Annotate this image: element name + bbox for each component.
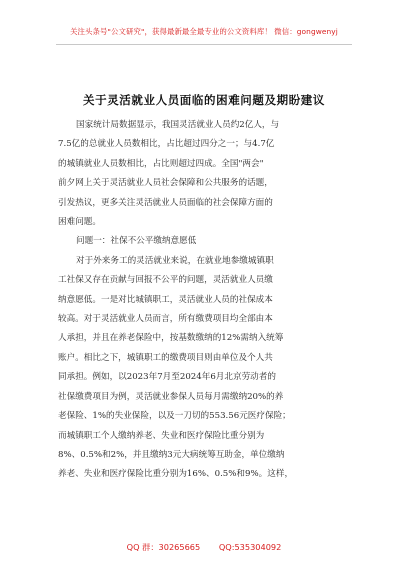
text-line: 8%、0.5%和2%，并且缴纳3元大病统筹互助金，单位缴纳 — [58, 449, 285, 460]
text-line: 引发热议，更多关注灵活就业人员面临的社会保障方面的 — [58, 197, 273, 208]
footer-qq-group: QQ 群：30265665 — [126, 542, 201, 552]
text-line: 而城镇职工个人缴纳养老、失业和医疗保险比重分别为 — [58, 430, 265, 441]
text-line: 工社保又存在贡献与回报不公平的问题，灵活就业人员缴 — [58, 275, 273, 286]
text-line: 账户。相比之下，城镇职工的缴费项目则由单位及个人共 — [58, 352, 273, 363]
paragraph-intro — [58, 116, 352, 232]
text-line: 较高。对于灵活就业人员而言，所有缴费项目均全部由本 — [58, 314, 273, 325]
text-line: 对于外来务工的灵活就业来说，在就业地参缴城镇职 — [76, 255, 274, 266]
text-line: 7.5亿的总就业人员数相比，占比超过四分之一；与4.7亿 — [58, 139, 275, 150]
text-line: 老保险、1%的失业保险，以及一刀切的553.56元医疗保险； — [58, 411, 291, 422]
text-line: 养老、失业和医疗保险比重分别为16%、0.5%和9%。这样， — [58, 469, 294, 480]
text-line: 社保缴费项目为例，灵活就业参保人员每月需缴纳20%的养 — [58, 391, 284, 402]
document-title: 关于灵活就业人员面临的困难问题及期盼建议 — [83, 93, 325, 107]
header-notice: 关注头条号"公文研究"，获得最新最全最专业的公文资料库！ 微信：gongwenyj — [70, 27, 338, 36]
document-body — [58, 116, 352, 485]
text-line: 前夕网上关于灵活就业人员社会保障和公共服务的话题， — [58, 178, 273, 189]
section-heading: 问题一：社保不公平缴纳意愿低 — [76, 236, 197, 247]
footer-contact — [0, 542, 408, 553]
text-line: 困难问题。 — [58, 217, 101, 228]
text-line: 纳意愿低。一是对比城镇职工，灵活就业人员的社保成本 — [58, 294, 273, 305]
text-line: 同承担。例如，以2023年7月至2024年6月北京劳动者的 — [58, 372, 276, 383]
footer-qq-number: QQ:535304092 — [218, 542, 282, 552]
paragraph-problem-one — [58, 252, 352, 485]
text-line: 国家统计局数据显示，我国灵活就业人员约2亿人，与 — [76, 120, 280, 130]
text-line: 的城镇就业人员数相比，占比则超过四成。全国"两会" — [58, 158, 264, 169]
text-line: 人承担，并且在养老保险中，按基数缴纳的12%需纳入统筹 — [58, 333, 284, 344]
header-divider — [56, 44, 352, 45]
